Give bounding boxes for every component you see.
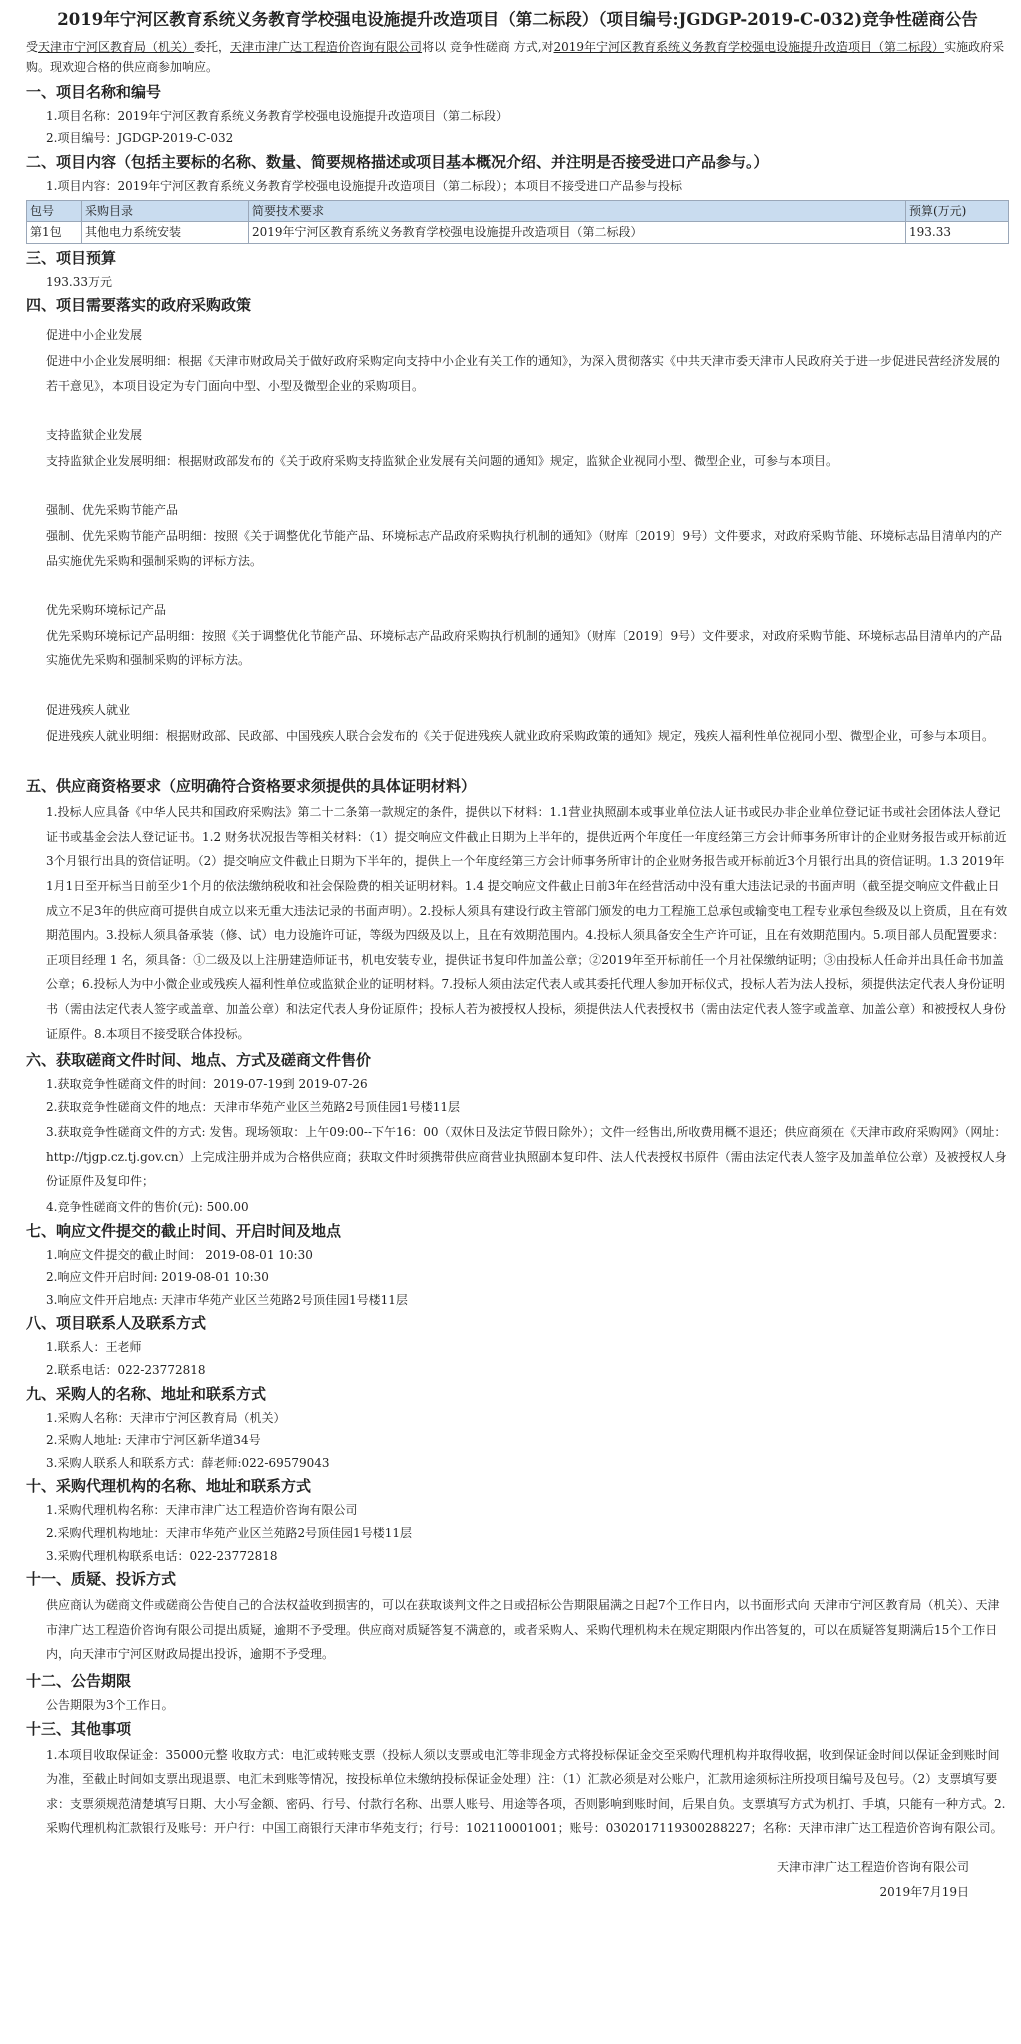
buyer-link[interactable]: 天津市宁河区教育局（机关） — [38, 40, 195, 55]
list-item: 2.项目编号：JGDGP-2019-C-032 — [46, 131, 234, 146]
other-matters-text: 1.本项目收取保证金：35000元整 收取方式：电汇或转账支票（投标人须以支票或电汇等非现金方式将投标保证金交至采购代理机构并取得收据，收到保证金时间以保证金到账时间为准，至截止时间如支票出现退票、电汇未到账等情况，按投标单位未缴纳投标保证金处理）注：（1）汇款必须是对公账户，汇款用途须标注所投项目编号及包号。（2）支票填写要求：支票须规范清楚填写日期、大小写金额、密码、行号、付款行名称、出票人账号、用途等各项，否则影响到账时间，后果自负。支票填写方式为机打、手填，只能有一种方式。2.采购代理机构汇款银行及账号：开户行：中国工商银行天津市华苑支行；行号：102110001001；账号：0302017119300288227；名称：天津市津广达工程造价咨询有限公司。 — [46, 1747, 1006, 1836]
policy-text: 促进中小企业发展明细：根据《天津市财政局关于做好政府采购定向支持中小企业有关工作的通知》，为深入贯彻落实《中共天津市委天津市人民政府关于进一步促进民营经济发展的若干意见》，本项目设定为专门面向中型、小型及微型企业的采购项目。 — [46, 354, 1001, 393]
list-item: 3.获取竞争性磋商文件的方式: 发售。现场领取：上午09:00--下午16：00（双休日及法定节假日除外）；文件一经售出,所收费用概不退还；供应商须在《天津市政府采购网》（网址：http://tjgp.cz.tj.gov.cn）上完成注册并成为合格供应商；获取文件时须携带供应商营业执照副本复印件、法人代表授权书原件（需由法定代表人签字及加盖单位公章）及被授权人身份证原件及复印件； — [46, 1125, 1007, 1189]
qualification-text: 1.投标人应具备《中华人民共和国政府采购法》第二十二条第一款规定的条件，提供以下材料：1.1营业执照副本或事业单位法人证书或民办非企业单位登记证书或社会团体法人登记证书或基金会法人登记证书。1.2 财务状况报告等相关材料：（1）提交响应文件截止日期为上半年的，提供近两个年度任一年度经第三方会计师事务所审计的企业财务报告或开标前近3个月银行出具的资信证明。（2）提交响应文件截止日期为下半年的，提供上一个年度经第三方会计师事务所审计的企业财务报告或开标前近3个月银行出具的资信证明。1.3 2019年1月1日至开标当日前至少1个月的依法缴纳税收和社会保险费的相关证明材料。1.4 提交响应文件截止日前3年在经营活动中没有重大违法记录的书面声明（截至提交响应文件截止日成立不足3年的供应商可提供自成立以来无重大违法记录的书面声明）。2.投标人须具有建设行政主管部门颁发的电力工程施工总承包或输变电工程专业承包叁级及以上资质，且在有效期范围内。3.投标人须具备承装（修、试）电力设施许可证，等级为四级及以上，且在有效期范围内。4.投标人须具备安全生产许可证，且在有效期范围内。5.项目部人员配置要求：正项目经理 1 名，须具备：①二级及以上注册建造师证书，机电安装专业，提供证书复印件加盖公章；②2019年至开标前任一个月社保缴纳证明；③由投标人任命并出具任命书加盖公章；6.投标人为中小微企业或残疾人福利性单位或监狱企业的证明材料。7.投标人须由法定代表人或其委托代理人参加开标仪式，投标人若为法人投标，须提供法定代表人身份证明书（需由法定代表人签字或盖章、加盖公章）和法定代表人身份证原件；投标人若为被授权人投标，须提供法人代表授权书（需由法定代表人签字或盖章、加盖公章）和被授权人身份证原件。8.本项目不接受联合体投标。 — [46, 805, 1008, 1041]
policy-title: 强制、优先采购节能产品 — [46, 503, 179, 518]
list-item: 2.采购人地址: 天津市宁河区新华道34号 — [46, 1433, 261, 1448]
agency-link[interactable]: 天津市津广达工程造价咨询有限公司 — [230, 40, 423, 55]
list-item: 1.联系人：王老师 — [46, 1340, 142, 1355]
col-header: 预算(万元) — [906, 200, 1009, 222]
list-item: 2.获取竞争性磋商文件的地点：天津市华苑产业区兰苑路2号顶佳园1号楼11层 — [46, 1099, 460, 1114]
section-heading-12: 十二、公告期限 — [26, 1671, 132, 1690]
section-heading-9: 九、采购人的名称、地址和联系方式 — [26, 1384, 267, 1403]
list-item: 4.竞争性磋商文件的售价(元): 500.00 — [46, 1200, 249, 1215]
signature-block — [26, 1855, 1009, 1905]
policy-text: 强制、优先采购节能产品明细：按照《关于调整优化节能产品、环境标志产品政府采购执行机制的通知》（财库〔2019〕9号）文件要求，对政府采购节能、环境标志品目清单内的产品实施优先采购和强制采购的评标方法。 — [46, 529, 1003, 568]
notice-period: 公告期限为3个工作日。 — [46, 1697, 174, 1712]
list-item: 2.采购代理机构地址：天津市华苑产业区兰苑路2号顶佳园1号楼11层 — [46, 1526, 412, 1540]
project-content: 1.项目内容：2019年宁河区教育系统义务教育学校强电设施提升改造项目（第二标段）；本项目不接受进口产品参与投标 — [46, 179, 682, 194]
list-item: 1.响应文件提交的截止时间： 2019-08-01 10:30 — [46, 1247, 313, 1262]
list-item: 1.获取竞争性磋商文件的时间：2019-07-19到 2019-07-26 — [46, 1077, 368, 1092]
section-heading-3: 三、项目预算 — [26, 248, 117, 267]
section-heading-8: 八、项目联系人及联系方式 — [26, 1314, 207, 1333]
project-link[interactable]: 2019年宁河区教育系统义务教育学校强电设施提升改造项目（第二标段） — [553, 40, 945, 55]
list-item: 1.采购人名称：天津市宁河区教育局（机关） — [46, 1410, 286, 1425]
col-header: 包号 — [27, 200, 82, 222]
policy-text: 促进残疾人就业明细：根据财政部、民政部、中国残疾人联合会发布的《关于促进残疾人就业政府采购政策的通知》规定，残疾人福利性单位视同小型、微型企业，可参与本项目。 — [46, 728, 995, 743]
list-item: 1.采购代理机构名称：天津市津广达工程造价咨询有限公司 — [46, 1503, 358, 1518]
policy-title: 支持监狱企业发展 — [46, 428, 143, 443]
table-cell: 其他电力系统安装 — [82, 222, 249, 244]
intro-paragraph: 受天津市宁河区教育局（机关）委托，天津市津广达工程造价咨询有限公司将以 竞争性磋商 方式,对2019年宁河区教育系统义务教育学校强电设施提升改造项目（第二标段）实施政府采购。现欢迎合格的供应商参加响应。 — [26, 40, 1005, 75]
policy-title: 促进中小企业发展 — [46, 328, 143, 343]
policy-title: 优先采购环境标记产品 — [46, 603, 167, 618]
section-heading-11: 十一、质疑、投诉方式 — [26, 1570, 177, 1589]
signature-date: 2019年7月19日 — [879, 1885, 969, 1900]
col-header: 采购目录 — [82, 200, 249, 222]
section-heading-6: 六、获取磋商文件时间、地点、方式及磋商文件售价 — [26, 1051, 372, 1070]
policy-title: 促进残疾人就业 — [46, 702, 131, 717]
list-item: 2.响应文件开启时间: 2019-08-01 10:30 — [46, 1270, 269, 1285]
package-table — [26, 200, 1009, 244]
list-item: 3.响应文件开启地点: 天津市华苑产业区兰苑路2号顶佳园1号楼11层 — [46, 1292, 408, 1307]
list-item: 1.项目名称：2019年宁河区教育系统义务教育学校强电设施提升改造项目（第二标段） — [46, 108, 508, 123]
policy-text: 支持监狱企业发展明细：根据财政部发布的《关于政府采购支持监狱企业发展有关问题的通知》规定，监狱企业视同小型、微型企业，可参与本项目。 — [46, 453, 839, 468]
section-heading-13: 十三、其他事项 — [26, 1719, 132, 1738]
complaint-text: 供应商认为磋商文件或磋商公告使自己的合法权益收到损害的，可以在获取谈判文件之日或招标公告期限届满之日起7个工作日内，以书面形式向 天津市宁河区教育局（机关）、天津市津广达工程造价咨询有限公司提出质疑，逾期不予受理。供应商对质疑答复不满意的，或者采购人、采购代理机构未在规定期限内作出答复的，可以在质疑答复期满后15个工作日内，向天津市宁河区财政局提出投诉，逾期不予受理。 — [46, 1598, 1000, 1662]
section-heading-10: 十、采购代理机构的名称、地址和联系方式 — [26, 1477, 312, 1496]
signature-company: 天津市津广达工程造价咨询有限公司 — [776, 1859, 969, 1874]
policy-text: 优先采购环境标记产品明细：按照《关于调整优化节能产品、环境标志产品政府采购执行机制的通知》（财库〔2019〕9号）文件要求，对政府采购节能、环境标志品目清单内的产品实施优先采购和强制采购的评标方法。 — [46, 628, 1003, 668]
section-heading-4: 四、项目需要落实的政府采购政策 — [26, 296, 252, 315]
section-heading-7: 七、响应文件提交的截止时间、开启时间及地点 — [26, 1221, 342, 1240]
table-header-row — [27, 200, 1009, 222]
table-cell: 第1包 — [27, 222, 82, 244]
col-header: 简要技术要求 — [249, 200, 906, 222]
section-heading-1: 一、项目名称和编号 — [26, 82, 162, 101]
list-item: 2.联系电话：022-23772818 — [46, 1363, 206, 1378]
table-cell: 193.33 — [906, 222, 1009, 244]
section-heading-5: 五、供应商资格要求（应明确符合资格要求须提供的具体证明材料） — [26, 777, 477, 796]
list-item: 3.采购代理机构联系电话：022-23772818 — [46, 1548, 278, 1563]
section-heading-2: 二、项目内容（包括主要标的名称、数量、简要规格描述或项目基本概况介绍、并注明是否接受进口产品参与。） — [26, 153, 769, 172]
budget-value: 193.33万元 — [46, 274, 112, 289]
list-item: 3.采购人联系人和联系方式：薛老师:022-69579043 — [46, 1455, 330, 1470]
table-row — [27, 222, 1009, 244]
page-title: 2019年宁河区教育系统义务教育学校强电设施提升改造项目（第二标段）（项目编号:JGDGP-2019-C-032)竞争性磋商公告 — [57, 10, 978, 29]
table-cell: 2019年宁河区教育系统义务教育学校强电设施提升改造项目（第二标段） — [249, 222, 906, 244]
